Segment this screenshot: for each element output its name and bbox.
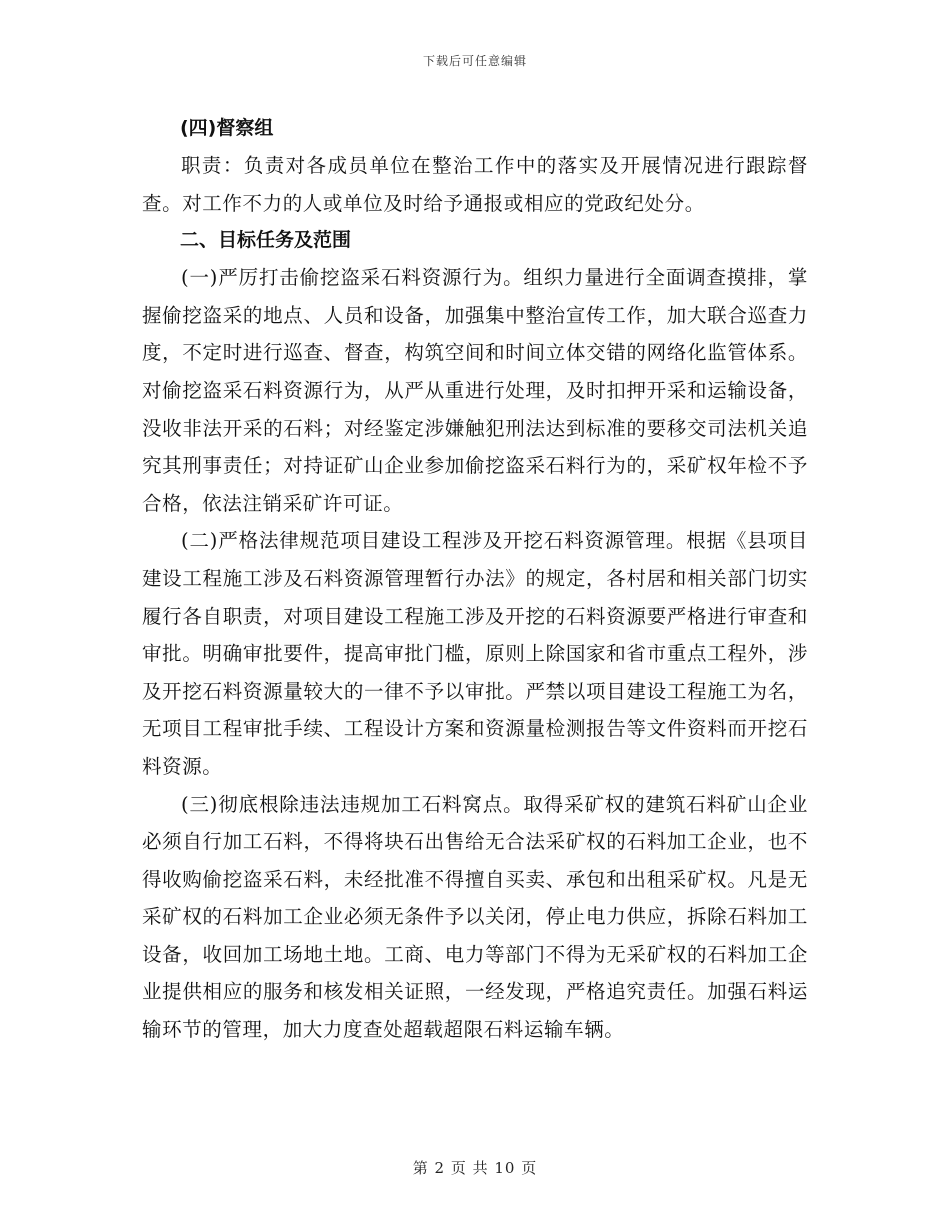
section-heading-supervision-group: (四)督察组 <box>180 117 274 139</box>
paragraph-duties: 职责：负责对各成员单位在整治工作中的落实及开展情况进行跟踪督查。对工作不力的人或单位及时给予通报或相应的党政纪处分。 <box>142 154 808 215</box>
page-header: 下载后可任意编辑 <box>422 54 527 68</box>
paragraph-item-1: (一)严厉打击偷挖盗采石料资源行为。组织力量进行全面调查摸排，掌握偷挖盗采的地点、人员和设备，加强集中整治宣传工作，加大联合巡查力度，不定时进行巡查、督查，构筑空间和时间立体交错的网络化监管体系。对偷挖盗采石料资源行为，从严从重进行处理，及时扣押开采和运输设备，没收非法开采的石料；对经鉴定涉嫌触犯刑法达到标准的要移交司法机关追究其刑事责任；对持证矿山企业参加偷挖盗采石料行为的，采矿权年检不予合格，依法注销采矿许可证。 <box>142 266 808 515</box>
paragraph-item-3: (三)彻底根除违法违规加工石料窝点。取得采矿权的建筑石料矿山企业必须自行加工石料，不得将块石出售给无合法采矿权的石料加工企业，也不得收购偷挖盗采石料，未经批准不得擅自买卖、承包和出租采矿权。凡是无采矿权的石料加工企业必须无条件予以关闭，停止电力供应，拆除石料加工设备，收回加工场地土地。工商、电力等部门不得为无采矿权的石料加工企业提供相应的服务和核发相关证照，一经发现，严格追究责任。加强石料运输环节的管理，加大力度查处超载超限石料运输车辆。 <box>142 792 808 1042</box>
paragraph-item-2: (二)严格法律规范项目建设工程涉及开挖石料资源管理。根据《县项目建设工程施工涉及石料资源管理暂行办法》的规定，各村居和相关部门切实履行各自职责，对项目建设工程施工涉及开挖的石料资源要严格进行审查和审批。明确审批要件，提高审批门槛，原则上除国家和省市重点工程外，涉及开挖石料资源量较大的一律不予以审批。严禁以项目建设工程施工为名，无项目工程审批手续、工程设计方案和资源量检测报告等文件资料而开挖石料资源。 <box>142 529 808 778</box>
page-number: 第 2 页 共 10 页 <box>412 1159 538 1177</box>
section-heading-targets: 二、目标任务及范围 <box>180 229 352 252</box>
document-body <box>142 110 808 1049</box>
